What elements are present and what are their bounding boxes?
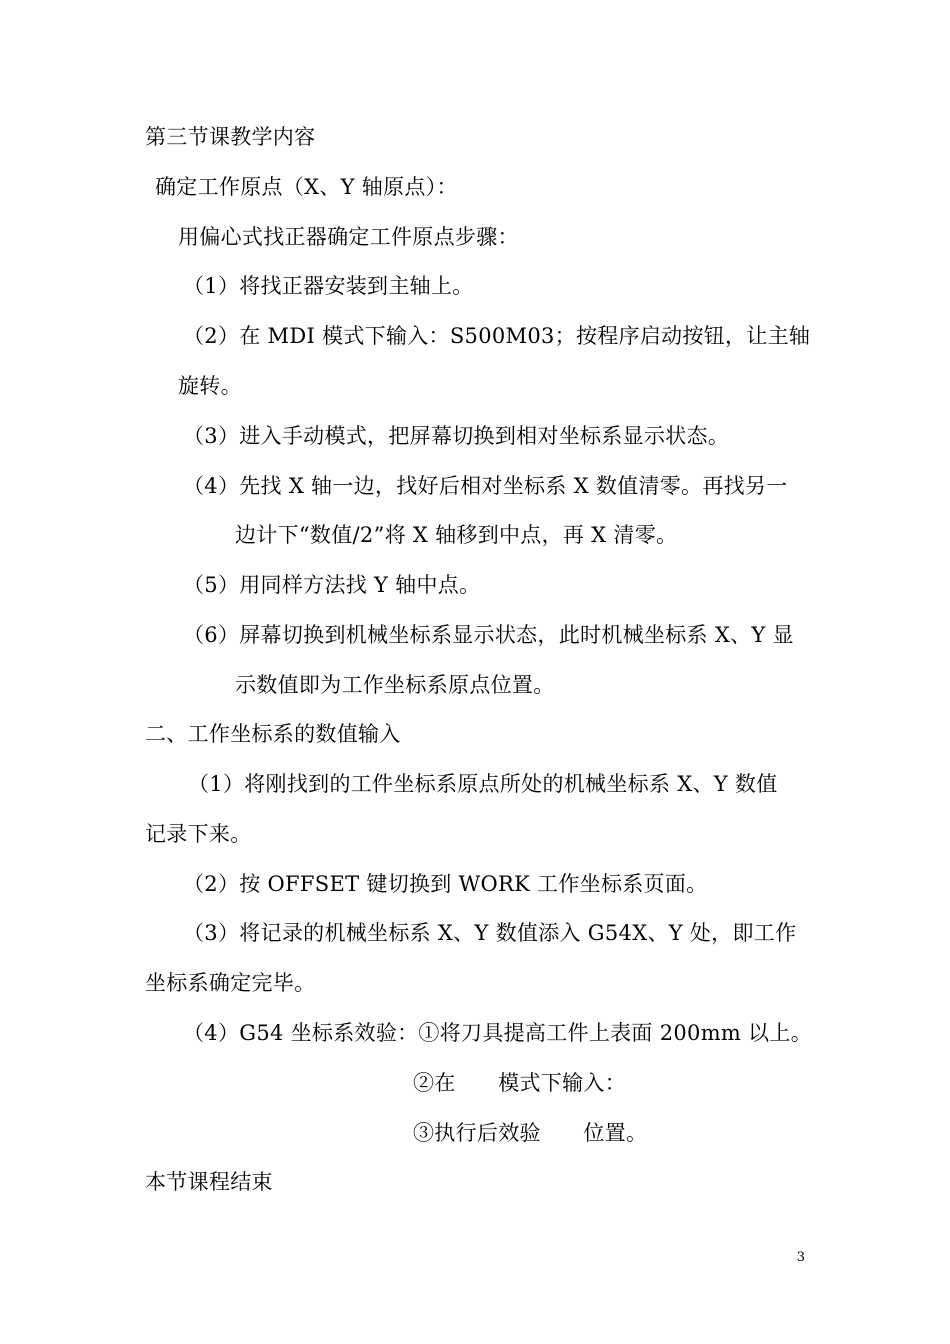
step-6-line-2: 示数值即为工作坐标系原点位置。 [235,673,555,697]
input-step-1-line-2: 记录下来。 [145,822,252,846]
section-title-origin: 确定工作原点（X、Y 轴原点）： [155,175,458,199]
section-heading-2: 二、工作坐标系的数值输入 [145,722,401,746]
step-6-line-1: （6）屏幕切换到机械坐标系显示状态，此时机械坐标系 X、Y 显 [183,623,794,647]
step-4-line-2: 边计下“数值/2”将 X 轴移到中点，再 X 清零。 [235,523,678,547]
step-3: （3）进入手动模式，把屏幕切换到相对坐标系显示状态。 [183,424,730,448]
step-2-line-1: （2）在 MDI 模式下输入：S500M03；按程序启动按钮，让主轴 [183,324,811,348]
input-step-3-line-1: （3）将记录的机械坐标系 X、Y 数值添入 G54X、Y 处，即工作 [183,921,797,945]
input-step-4-line-3: ③执行后效验 位置。 [413,1121,648,1145]
lesson-heading: 第三节课教学内容 [145,125,316,149]
step-1: （1）将找正器安装到主轴上。 [183,274,474,298]
input-step-1-line-1: （1）将刚找到的工件坐标系原点所处的机械坐标系 X、Y 数值 [188,772,778,796]
input-step-4-line-1: （4）G54 坐标系效验：①将刀具提高工件上表面 200mm 以上。 [183,1021,812,1045]
lesson-end: 本节课程结束 [145,1170,273,1194]
input-step-4-line-2: ②在 模式下输入： [413,1071,626,1095]
input-step-2: （2）按 OFFSET 键切换到 WORK 工作坐标系页面。 [183,872,708,896]
step-5: （5）用同样方法找 Y 轴中点。 [183,573,481,597]
input-step-3-line-2: 坐标系确定完毕。 [145,971,316,995]
step-4-line-1: （4）先找 X 轴一边，找好后相对坐标系 X 数值清零。再找另一 [183,474,788,498]
step-2-line-2: 旋转。 [178,374,242,398]
page-number: 3 [796,1250,805,1265]
procedure-intro: 用偏心式找正器确定工件原点步骤： [178,225,519,249]
